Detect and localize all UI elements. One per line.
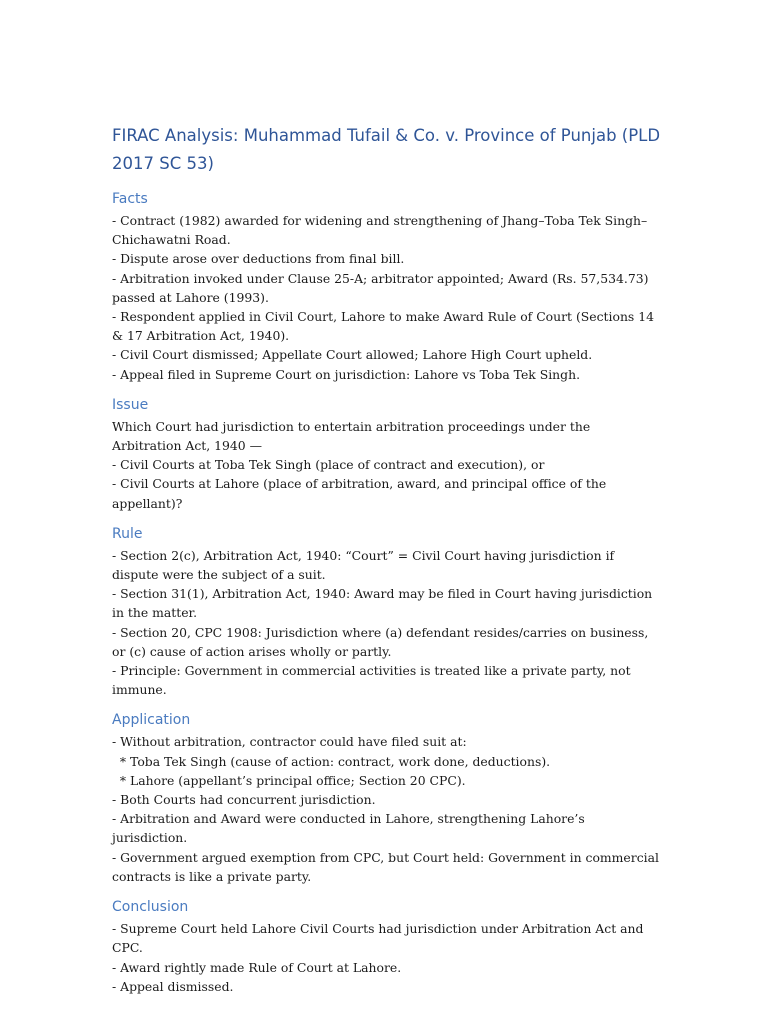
body-line: - Government argued exemption from CPC, but Court held: Government in commercial contracts is like a private party. [112, 849, 663, 884]
body-line: - Section 2(c), Arbitration Act, 1940: “Court” = Civil Court having jurisdiction if dispute were the subject of a suit. [112, 547, 619, 583]
body-line: - Arbitration invoked under Clause 25-A; arbitrator appointed; Award (Rs. 57,534.73) passed at Lahore (1993). [112, 270, 653, 305]
document-title: FIRAC Analysis: Muhammad Tufail & Co. v. Province of Punjab (PLD 2017 SC 53) [112, 126, 661, 173]
section-body [112, 417, 662, 513]
section-conclusion [112, 896, 662, 996]
body-line: - Principle: Government in commercial activities is treated like a private party, not immune. [112, 663, 635, 698]
body-line: - Without arbitration, contractor could have filed suit at: [112, 734, 467, 750]
section-body [112, 919, 662, 996]
body-line: - Award rightly made Rule of Court at Lahore. [112, 959, 402, 975]
section-body [112, 546, 662, 700]
body-line: - Civil Courts at Toba Tek Singh (place of contract and execution), or [112, 457, 545, 473]
document-body [112, 188, 662, 996]
section-heading: Conclusion [112, 899, 189, 916]
section-issue [112, 394, 662, 513]
body-line: - Section 20, CPC 1908: Jurisdiction where (a) defendant resides/carries on business, or (c) cause of action arises wholly or partly. [112, 624, 653, 659]
body-line: - Section 31(1), Arbitration Act, 1940: Award may be filed in Court having jurisdiction in the matter. [112, 586, 657, 621]
section-facts [112, 188, 662, 384]
section-application [112, 709, 662, 886]
body-line: * Toba Tek Singh (cause of action: contract, work done, deductions). [112, 753, 551, 769]
body-line: - Contract (1982) awarded for widening and strengthening of Jhang–Toba Tek Singh–Chichawatni Road. [112, 213, 648, 248]
section-rule [112, 523, 662, 700]
body-line: - Respondent applied in Civil Court, Lahore to make Award Rule of Court (Sections 14 & 17 Arbitration Act, 1940). [112, 309, 658, 344]
section-body [112, 211, 662, 384]
document-page [112, 122, 662, 1006]
section-heading: Application [112, 712, 191, 729]
body-line: - Appeal dismissed. [112, 978, 234, 994]
section-heading: Facts [112, 191, 148, 207]
section-heading: Issue [112, 396, 149, 413]
body-line: Which Court had jurisdiction to entertain arbitration proceedings under the Arbitration Act, 1940 — [112, 418, 595, 454]
body-line: - Supreme Court held Lahore Civil Courts had jurisdiction under Arbitration Act and CPC. [112, 921, 648, 956]
body-line: - Appeal filed in Supreme Court on jurisdiction: Lahore vs Toba Tek Singh. [112, 366, 581, 382]
body-line: - Civil Courts at Lahore (place of arbitration, award, and principal office of the appellant)? [112, 476, 611, 511]
body-line: - Dispute arose over deductions from final bill. [112, 251, 405, 267]
body-line: - Both Courts had concurrent jurisdiction. [112, 792, 376, 808]
body-line: - Arbitration and Award were conducted in Lahore, strengthening Lahore’s jurisdiction. [112, 811, 589, 846]
body-line: * Lahore (appellant’s principal office; Section 20 CPC). [112, 772, 466, 788]
section-heading: Rule [112, 525, 143, 542]
body-line: - Civil Court dismissed; Appellate Court allowed; Lahore High Court upheld. [112, 347, 593, 363]
section-body [112, 732, 662, 886]
